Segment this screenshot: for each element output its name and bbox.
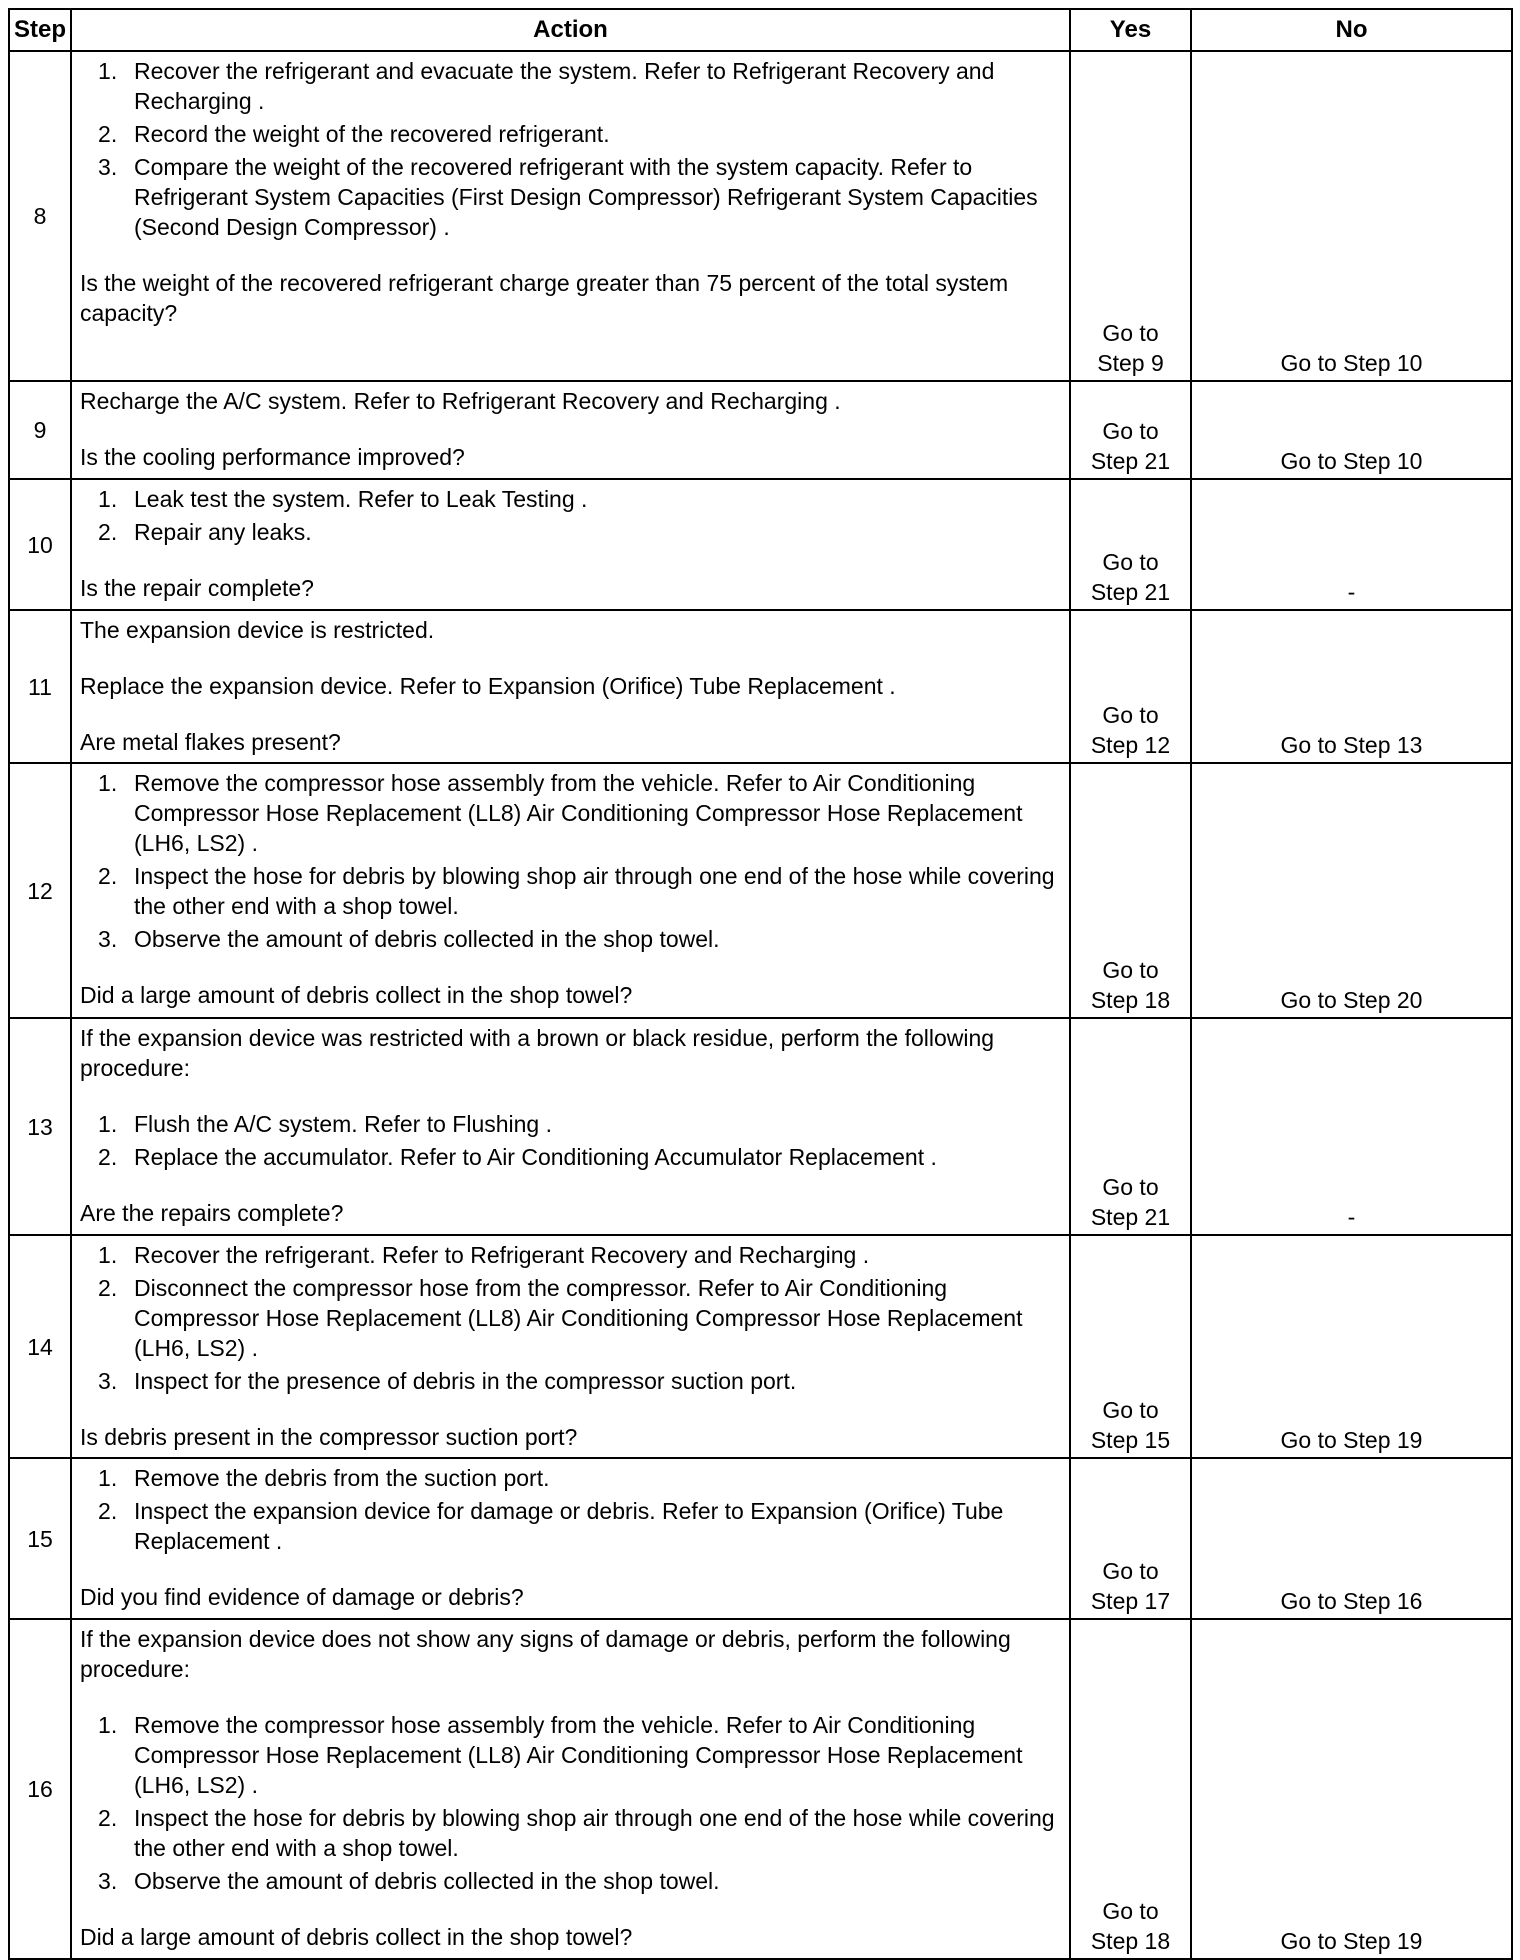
yes-cell: [1070, 1458, 1191, 1619]
step-instruction: If the expansion device does not show any signs of damage or debris, perform the following procedure:: [80, 1626, 1011, 1682]
yes-target: Step 21: [1090, 448, 1171, 474]
header-row: [9, 9, 1512, 51]
header-yes: Yes: [1070, 9, 1191, 51]
table-row: [9, 1619, 1512, 1959]
step-instruction: Replace the expansion device. Refer to Expansion (Orifice) Tube Replacement .: [80, 673, 896, 699]
procedure-item: 2. Inspect the expansion device for damage or debris. Refer to Expansion (Orifice) Tube Replacement .: [130, 1496, 1061, 1556]
procedure-item: 2. Inspect the hose for debris by blowing shop air through one end of the hose while covering the other end with a shop towel.: [130, 1803, 1061, 1863]
yes-label: Go to: [1102, 549, 1159, 575]
no-cell: Go to Step 19: [1191, 1619, 1512, 1959]
step-number: 15: [9, 1458, 71, 1619]
yes-label: Go to: [1102, 1397, 1159, 1423]
action-cell: [71, 1235, 1070, 1458]
step-question: Is the cooling performance improved?: [80, 444, 465, 470]
table-row: [9, 381, 1512, 479]
procedure-list: [80, 1710, 1061, 1896]
step-number: 9: [9, 381, 71, 479]
step-question: Did a large amount of debris collect in the shop towel?: [80, 982, 633, 1008]
procedure-item: 1. Recover the refrigerant. Refer to Refrigerant Recovery and Recharging .: [130, 1240, 1061, 1270]
yes-label: Go to: [1102, 957, 1159, 983]
no-cell: Go to Step 16: [1191, 1458, 1512, 1619]
no-cell: Go to Step 20: [1191, 763, 1512, 1018]
step-instruction: If the expansion device was restricted with a brown or black residue, perform the following procedure:: [80, 1025, 995, 1081]
yes-cell: [1070, 381, 1191, 479]
yes-label: Go to: [1102, 1174, 1159, 1200]
action-cell: [71, 479, 1070, 610]
procedure-list: [80, 1240, 1061, 1396]
yes-label: Go to: [1102, 1898, 1159, 1924]
procedure-item: 1. Flush the A/C system. Refer to Flushing .: [130, 1109, 1061, 1139]
table-row: [9, 1458, 1512, 1619]
step-number: 12: [9, 763, 71, 1018]
yes-target: Step 21: [1090, 579, 1171, 605]
action-cell: [71, 381, 1070, 479]
step-question: Did a large amount of debris collect in the shop towel?: [80, 1924, 633, 1950]
table-row: [9, 479, 1512, 610]
step-question: Did you find evidence of damage or debris?: [80, 1584, 524, 1610]
yes-label: Go to: [1102, 1558, 1159, 1584]
procedure-list: [80, 484, 1061, 547]
action-cell: [71, 763, 1070, 1018]
action-cell: [71, 51, 1070, 381]
diagnostic-table: [8, 8, 1513, 1960]
yes-cell: [1070, 1619, 1191, 1959]
no-cell: Go to Step 10: [1191, 51, 1512, 381]
procedure-list: [80, 1109, 1061, 1172]
step-instruction: Recharge the A/C system. Refer to Refrigerant Recovery and Recharging .: [80, 388, 841, 414]
header-step: Step: [9, 9, 71, 51]
procedure-item: 2. Inspect the hose for debris by blowing shop air through one end of the hose while covering the other end with a shop towel.: [130, 861, 1061, 921]
yes-label: Go to: [1102, 418, 1159, 444]
yes-target: Step 18: [1090, 987, 1171, 1013]
procedure-item: 1. Remove the compressor hose assembly from the vehicle. Refer to Air Conditioning Compressor Hose Replacement (LL8) Air Conditioning Compressor Hose Replacement (LH6, LS2) .: [130, 1710, 1061, 1800]
yes-cell: [1070, 610, 1191, 763]
step-question: Is the repair complete?: [80, 575, 314, 601]
no-cell: Go to Step 13: [1191, 610, 1512, 763]
procedure-item: 1. Leak test the system. Refer to Leak Testing .: [130, 484, 1061, 514]
yes-target: Step 15: [1090, 1427, 1171, 1453]
procedure-item: 2. Replace the accumulator. Refer to Air Conditioning Accumulator Replacement .: [130, 1142, 1061, 1172]
yes-target: Step 9: [1097, 350, 1164, 376]
no-cell: Go to Step 19: [1191, 1235, 1512, 1458]
procedure-list: [80, 56, 1061, 242]
action-cell: [71, 1458, 1070, 1619]
yes-label: Go to: [1102, 702, 1159, 728]
step-number: 16: [9, 1619, 71, 1959]
yes-cell: [1070, 763, 1191, 1018]
step-question: Is debris present in the compressor suction port?: [80, 1424, 578, 1450]
step-number: 8: [9, 51, 71, 381]
step-question: Are the repairs complete?: [80, 1200, 344, 1226]
step-number: 13: [9, 1018, 71, 1235]
table-row: [9, 1235, 1512, 1458]
procedure-item: 1. Remove the debris from the suction port.: [130, 1463, 1061, 1493]
procedure-item: 2. Record the weight of the recovered refrigerant.: [130, 119, 1061, 149]
step-number: 10: [9, 479, 71, 610]
yes-cell: [1070, 1018, 1191, 1235]
step-question: Is the weight of the recovered refrigerant charge greater than 75 percent of the total system capacity?: [80, 270, 1009, 326]
yes-cell: [1070, 1235, 1191, 1458]
yes-cell: [1070, 479, 1191, 610]
no-cell: -: [1191, 479, 1512, 610]
header-action: Action: [71, 9, 1070, 51]
table-row: [9, 51, 1512, 381]
procedure-item: 3. Observe the amount of debris collected in the shop towel.: [130, 924, 1061, 954]
yes-target: Step 17: [1090, 1588, 1171, 1614]
yes-label: Go to: [1102, 320, 1159, 346]
table-row: [9, 763, 1512, 1018]
no-cell: Go to Step 10: [1191, 381, 1512, 479]
header-no: No: [1191, 9, 1512, 51]
procedure-item: 1. Recover the refrigerant and evacuate the system. Refer to Refrigerant Recovery and Recharging .: [130, 56, 1061, 116]
table-body: [9, 51, 1512, 1959]
procedure-list: [80, 1463, 1061, 1556]
table-row: [9, 1018, 1512, 1235]
step-number: 14: [9, 1235, 71, 1458]
procedure-item: 3. Compare the weight of the recovered refrigerant with the system capacity. Refer to Refrigerant System Capacities (First Design Compressor) Refrigerant System Capacities (Second Design Compressor) .: [130, 152, 1061, 242]
action-cell: [71, 1619, 1070, 1959]
yes-target: Step 12: [1090, 732, 1171, 758]
action-cell: [71, 610, 1070, 763]
procedure-list: [80, 768, 1061, 954]
procedure-item: 3. Inspect for the presence of debris in the compressor suction port.: [130, 1366, 1061, 1396]
procedure-item: 2. Repair any leaks.: [130, 517, 1061, 547]
step-instruction: The expansion device is restricted.: [80, 617, 435, 643]
yes-cell: [1070, 51, 1191, 381]
yes-target: Step 21: [1090, 1204, 1171, 1230]
procedure-item: 2. Disconnect the compressor hose from the compressor. Refer to Air Conditioning Compressor Hose Replacement (LL8) Air Conditioning Compressor Hose Replacement (LH6, LS2) .: [130, 1273, 1061, 1363]
no-cell: -: [1191, 1018, 1512, 1235]
procedure-item: 3. Observe the amount of debris collected in the shop towel.: [130, 1866, 1061, 1896]
step-number: 11: [9, 610, 71, 763]
action-cell: [71, 1018, 1070, 1235]
procedure-item: 1. Remove the compressor hose assembly from the vehicle. Refer to Air Conditioning Compressor Hose Replacement (LL8) Air Conditioning Compressor Hose Replacement (LH6, LS2) .: [130, 768, 1061, 858]
yes-target: Step 18: [1090, 1928, 1171, 1954]
step-question: Are metal flakes present?: [80, 729, 341, 755]
table-row: [9, 610, 1512, 763]
